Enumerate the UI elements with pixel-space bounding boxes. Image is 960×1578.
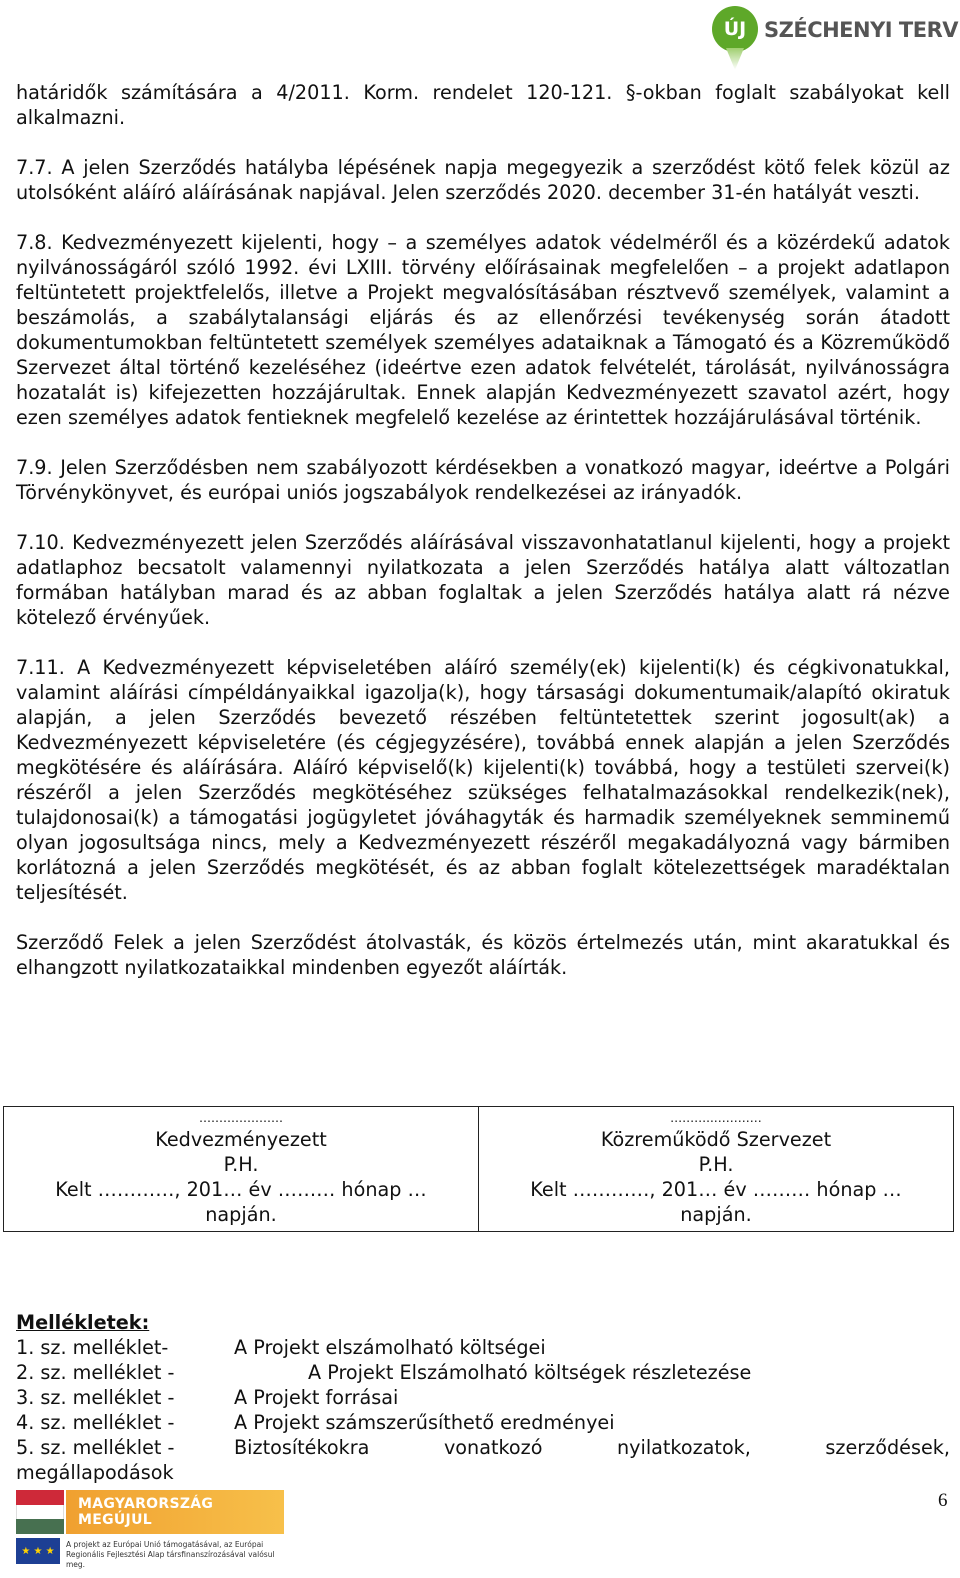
signature-line: ………..…………: [670, 1111, 762, 1125]
signature-table: [3, 1106, 954, 1232]
annex-number: 4. sz. melléklet -: [16, 1411, 175, 1434]
footer-ribbon: MAGYARORSZÁG MEGÚJUL: [66, 1490, 284, 1534]
party-name: Kedvezményezett: [155, 1128, 327, 1151]
page-number: 6: [938, 1490, 948, 1511]
paragraph-7-8: 7.8. Kedvezményezett kijelenti, hogy – a személyes adatok védelméről és a közérdekű adatok nyilvánosságáról szóló 1992. évi LXIII. törvény előírásainak megfelelően – a projekt adatlapon feltüntetett projektfelelős, illetve a Projekt megvalósításában résztvevő személyek, valamint a beszámolás, a szabálytalansági eljárás és az ellenőrzési tevékenység során átadott dokumentumokban feltüntetett személyek személyes adataiknak a Támogató és a Közreműködő Szervezet által történő kezeléséhez (ideértve ezen adatok felvételét, tárolását, nyilvánosságra hozatalát is) kifejezetten hozzájárultak. Ennek alapján Kedvezményezett szavatol azért, hogy ezen személyes adatok fentieknek megfelelő kezelése az érintettek hozzájárulásával történik.: [16, 231, 950, 429]
annex-word: vonatkozó: [443, 1436, 543, 1459]
paragraph-7-11: 7.11. A Kedvezményezett képviseletében aláíró személy(ek) kijelenti(k) és cégkivonatukkal, valamint aláírási címpéldányaikkal igazolja(k), hogy társasági dokumentumaik/alapító okiratuk alapján, a jelen Szerződés bevezető részében feltüntetettek szerint jogosult(ak) a Kedvezményezett képviseletére (és cégjegyzésére), továbbá ennek alapján a jelen Szerződés megkötésére és aláírására. Aláíró képviselő(k) kijelenti(k) továbbá, hogy a testületi szervei(k) részéről a jelen Szerződés megkötéséhez szükséges felhatalmazásokkal rendelkezik(nek), tulajdonosai(k) a támogatási jogügyletet jóváhagyták és harmadik személyeknek semminemű olyan jogosultsága nincs, mely a Kedvezményezett részéről megakadályozná vagy bármiben korlátozná a jelen Szerződés megkötését, és az abban foglalt kötelezettségek maradéktalan teljesítését.: [16, 656, 950, 904]
annex-word: nyilatkozatok,: [616, 1436, 751, 1459]
stamp-label: P.H.: [223, 1153, 259, 1176]
badge-pointer-shape: [726, 48, 744, 70]
date-line: Kelt …………, 201… év ……… hónap …: [530, 1178, 902, 1201]
paragraph-7-9: 7.9. Jelen Szerződésben nem szabályozott kérdésekben a vonatkozó magyar, ideértve a Polgári Törvénykönyvet, és európai uniós jogszabályok rendelkezései az irányadók.: [16, 456, 950, 504]
annex-item: [16, 1360, 950, 1385]
uj-badge: ÚJ: [712, 6, 758, 52]
annex-text: [234, 1435, 950, 1460]
annex-text: A Projekt számszerűsíthető eredményei: [234, 1411, 615, 1434]
date-suffix: napján.: [680, 1203, 752, 1226]
annex-item: [16, 1435, 950, 1460]
paragraph-deadlines: határidők számítására a 4/2011. Korm. rendelet 120-121. §-okban foglalt szabályokat kell alkalmazni.: [16, 81, 950, 129]
paragraph-7-10: 7.10. Kedvezményezett jelen Szerződés aláírásával visszavonhatatlanul kijelenti, hogy a projekt adatlaphoz becsatolt valamennyi nyilatkozata a jelen Szerződés hatálya alatt változatlan formában hatályban marad és az abban foglaltak a jelen Szerződés hatálya alatt rá nézve kötelező érvényűek.: [16, 531, 950, 629]
annex-continuation: megállapodások: [16, 1461, 174, 1484]
magyarorszag-megujul-logo: [16, 1490, 284, 1569]
signature-cell-beneficiary: [4, 1107, 479, 1232]
annex-title: Mellékletek:: [16, 1311, 150, 1334]
annex-number: 1. sz. melléklet-: [16, 1336, 169, 1359]
annex-text: A Projekt Elszámolható költségek részletezése: [308, 1361, 752, 1384]
annex-text: A Projekt elszámolható költségei: [234, 1336, 546, 1359]
annex-item: [16, 1335, 950, 1360]
hungarian-flag-icon: [16, 1490, 64, 1534]
annex-item: [16, 1410, 950, 1435]
logo-text: SZÉCHENYI TERV: [764, 18, 959, 42]
annex-item: [16, 1385, 950, 1410]
party-name: Közreműködő Szervezet: [600, 1128, 832, 1151]
annex-text: A Projekt forrásai: [234, 1386, 399, 1409]
annex-word: szerződések,: [825, 1436, 950, 1459]
annex-list: [16, 1310, 950, 1485]
annex-number: 3. sz. melléklet -: [16, 1386, 175, 1409]
stamp-label: P.H.: [698, 1153, 734, 1176]
paragraph-7-7: 7.7. A jelen Szerződés hatályba lépésének napja megegyezik a szerződést kötő felek közül az utolsóként aláíró aláírásának napjával. Jelen szerződés 2020. december 31-én hatályát veszti.: [16, 156, 950, 204]
signature-line: …………………: [199, 1111, 283, 1125]
annex-number: 5. sz. melléklet -: [16, 1436, 175, 1459]
eu-funding-text: A projekt az Európai Unió támogatásával, az Európai Regionális Fejlesztési Alap társfinanszírozásával valósul meg.: [66, 1540, 275, 1569]
eu-flag-icon: ★ ★ ★: [16, 1538, 60, 1564]
date-line: Kelt …………, 201… év ……… hónap …: [55, 1178, 427, 1201]
szechenyi-terv-logo: [712, 4, 959, 74]
annex-number: 2. sz. melléklet -: [16, 1361, 175, 1384]
annex-word: Biztosítékokra: [234, 1436, 370, 1459]
paragraph-closing: Szerződő Felek a jelen Szerződést átolvasták, és közös értelmezés után, mint akaratukkal és elhangzott nyilatkozataikkal mindenben egyezőt aláírták.: [16, 931, 950, 979]
document-body: [16, 80, 950, 980]
signature-cell-intermediate-body: [479, 1107, 954, 1232]
date-suffix: napján.: [205, 1203, 277, 1226]
